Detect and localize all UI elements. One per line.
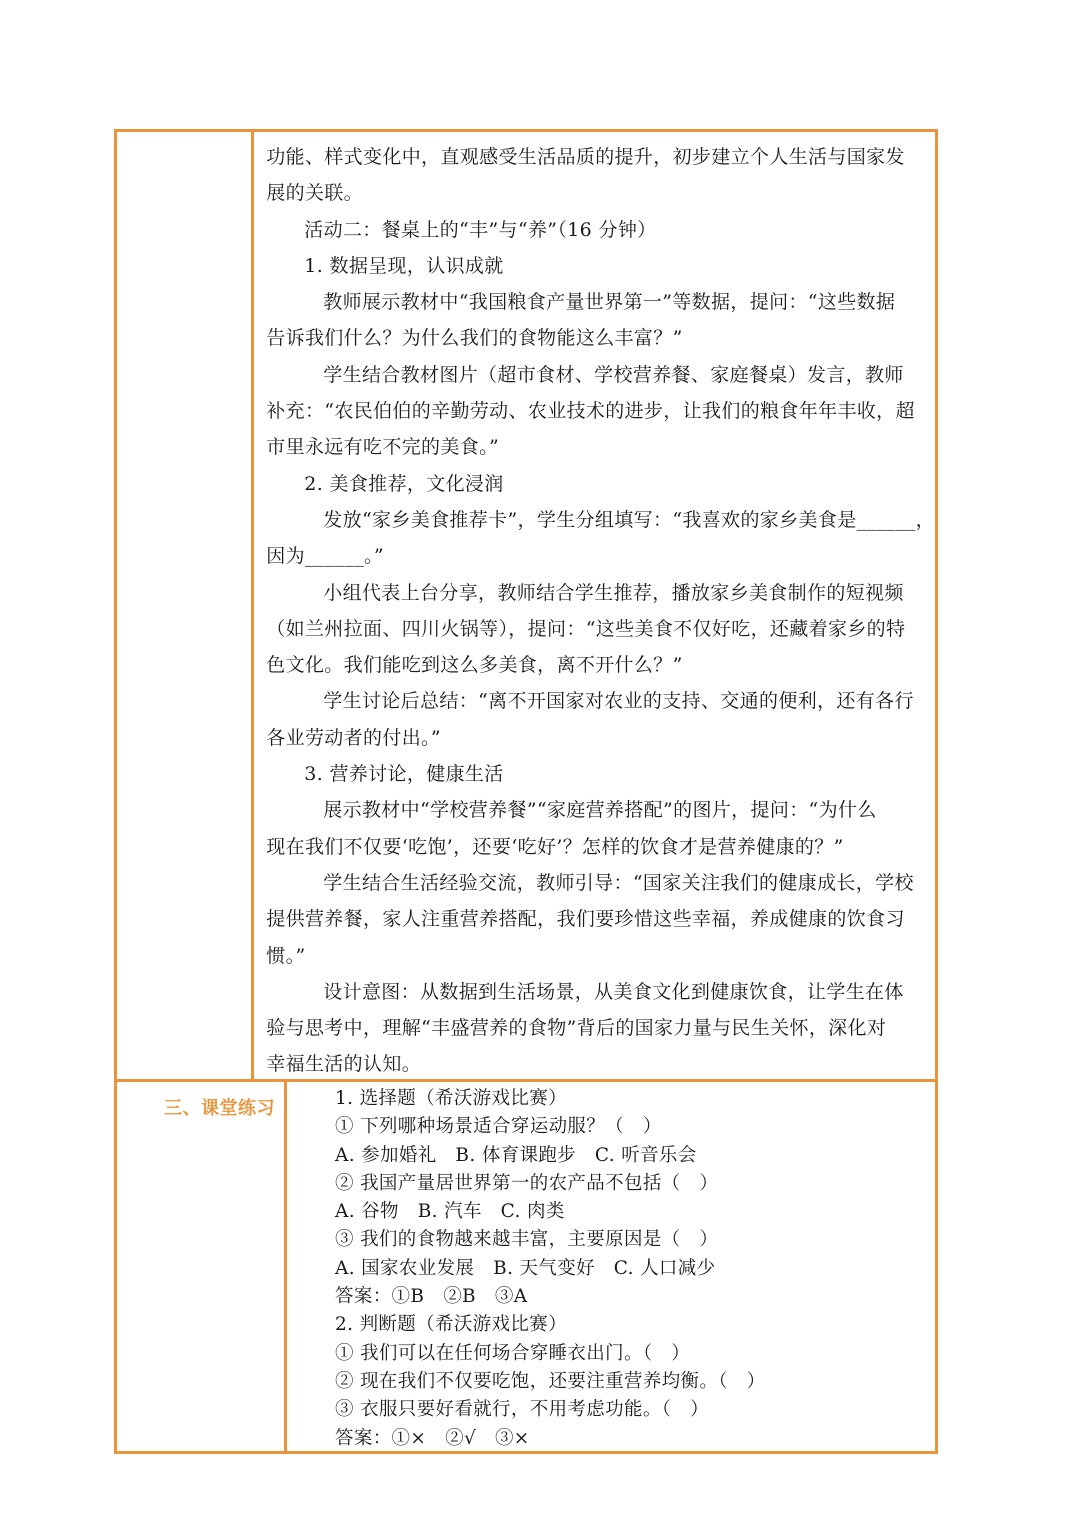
paragraph-line: 展的关联。: [266, 182, 364, 205]
paragraph-line: 教师展示教材中“我国粮食产量世界第一”等数据，提问：“这些数据: [323, 291, 896, 314]
paragraph-line: 补充：“农民伯伯的辛勤劳动、农业技术的进步，让我们的粮食年年丰收，超: [266, 400, 915, 423]
exercise-line: A. 参加婚礼 B. 体育课跑步 C. 听音乐会: [335, 1144, 697, 1166]
exercise-line: ② 我国产量居世界第一的农产品不包括（ ）: [335, 1172, 719, 1194]
paragraph-line: 发放“家乡美食推荐卡”，学生分组填写：“我喜欢的家乡美食是______，: [323, 508, 935, 531]
exercise-line: ② 现在我们不仅要吃饱，还要注重营养均衡。（ ）: [335, 1370, 766, 1392]
activity-row: [117, 132, 935, 1082]
paragraph-line: 3. 营养讨论，健康生活: [304, 763, 504, 786]
paragraph-line: 学生结合教材图片（超市食材、学校营养餐、家庭餐桌）发言，教师: [323, 363, 904, 386]
practice-label-cell: [117, 1082, 287, 1451]
exercise-line: 答案：①× ②√ ③×: [335, 1427, 530, 1449]
lesson-plan-table: [114, 129, 938, 1454]
exercise-line: ③ 我们的食物越来越丰富，主要原因是（ ）: [335, 1229, 719, 1251]
paragraph-line: 惯。”: [266, 944, 306, 967]
exercise-line: ① 我们可以在任何场合穿睡衣出门。（ ）: [335, 1342, 691, 1364]
paragraph-line: 学生结合生活经验交流，教师引导：“国家关注我们的健康成长，学校: [323, 871, 914, 894]
paragraph-line: 提供营养餐，家人注重营养搭配，我们要珍惜这些幸福，养成健康的饮食习: [266, 908, 905, 931]
exercise-line: 2. 判断题（希沃游戏比赛）: [335, 1314, 567, 1336]
exercise-line: 答案：①B ②B ③A: [335, 1286, 528, 1308]
paragraph-line: 现在我们不仅要‘吃饱’，还要‘吃好’？怎样的饮食才是营养健康的？”: [266, 835, 844, 858]
paragraph-line: 市里永远有吃不完的美食。”: [266, 436, 500, 459]
activity-label-cell: [117, 132, 254, 1079]
paragraph-line: 展示教材中“学校营养餐”“家庭营养搭配”的图片，提问：“为什么: [323, 799, 877, 822]
paragraph-line: 2. 美食推荐，文化浸润: [304, 472, 504, 495]
paragraph-line: 1. 数据呈现，认识成就: [304, 254, 504, 277]
paragraph-line: 各业劳动者的付出。”: [266, 726, 441, 749]
paragraph-line: 因为______。”: [266, 545, 384, 568]
paragraph-line: 小组代表上台分享，教师结合学生推荐，播放家乡美食制作的短视频: [323, 581, 904, 604]
paragraph-line: （如兰州拉面、四川火锅等），提问：“这些美食不仅好吃，还藏着家乡的特: [266, 617, 906, 640]
exercise-line: ① 下列哪种场景适合穿运动服？（ ）: [335, 1116, 662, 1138]
exercise-line: A. 谷物 B. 汽车 C. 肉类: [335, 1201, 565, 1223]
paragraph-line: 幸福生活的认知。: [266, 1053, 422, 1076]
paragraph-line: 功能、样式变化中，直观感受生活品质的提升，初步建立个人生活与国家发: [266, 146, 905, 168]
paragraph-line: 告诉我们什么？为什么我们的食物能这么丰富？”: [266, 327, 683, 350]
paragraph-line: 学生讨论后总结：“离不开国家对农业的支持、交通的便利，还有各行: [323, 690, 914, 713]
activity-content-cell: [254, 132, 935, 1079]
practice-content-cell: [287, 1082, 935, 1451]
section-title: 三、课堂练习: [164, 1098, 275, 1119]
paragraph-line: 色文化。我们能吃到这么多美食，离不开什么？”: [266, 654, 683, 677]
paragraph-line: 活动二：餐桌上的“丰”与“养”（16 分钟）: [304, 218, 657, 241]
paragraph-line: 设计意图：从数据到生活场景，从美食文化到健康饮食，让学生在体: [323, 980, 904, 1003]
paragraph-line: 验与思考中，理解“丰盛营养的食物”背后的国家力量与民生关怀，深化对: [266, 1017, 887, 1040]
exercise-line: ③ 衣服只要好看就行，不用考虑功能。（ ）: [335, 1399, 709, 1421]
practice-row: [117, 1082, 935, 1451]
exercise-line: A. 国家农业发展 B. 天气变好 C. 人口减少: [335, 1257, 716, 1279]
exercise-line: 1. 选择题（希沃游戏比赛）: [335, 1088, 567, 1109]
